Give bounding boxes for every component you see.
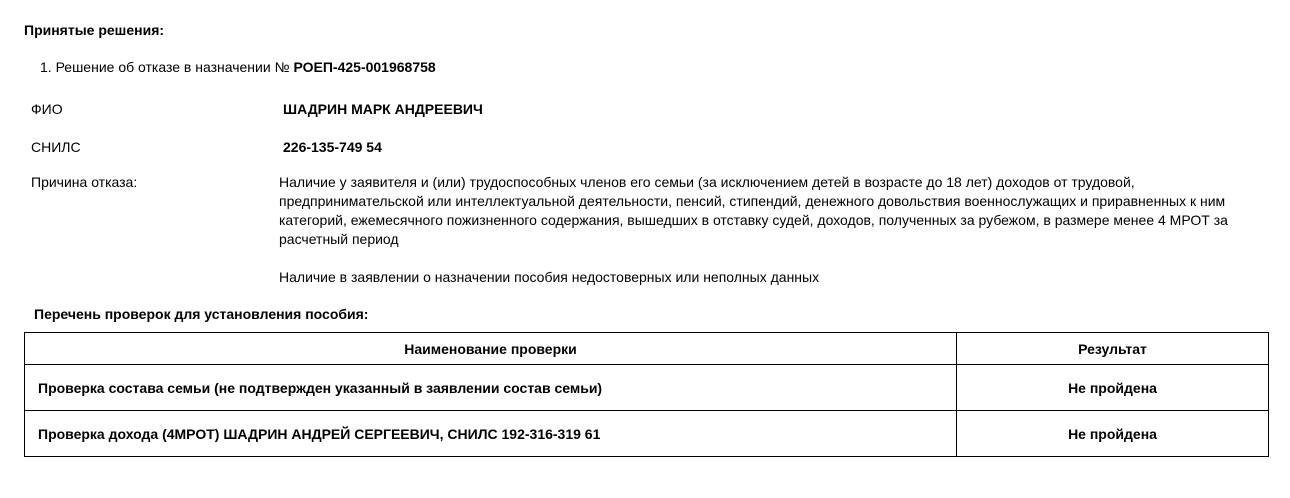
fio-label: ФИО: [31, 101, 63, 117]
snils-value: 226-135-749 54: [283, 139, 382, 155]
check-name-cell: Проверка состава семьи (не подтвержден указанный в заявлении состав семьи): [25, 365, 957, 411]
decision-prefix: 1. Решение об отказе в назначении №: [40, 59, 294, 75]
table-row: [25, 365, 1269, 411]
decision-number: РОЕП-425-001968758: [293, 59, 436, 75]
reason-label: Причина отказа:: [31, 174, 138, 190]
reason-text: Наличие в заявлении о назначении пособия недостоверных или неполных данных: [279, 269, 820, 285]
reason-text: Наличие у заявителя и (или) трудоспособных членов его семьи (за исключением детей в возрасте до 18 лет) доходов от трудовой, предпринимательской или интеллектуальной деятельности, пенсий, стипендий, денежного довольствия военнослужащих и приравненных к ним категорий, ежемесячного пожизненного содержания, вышедших в отставку судей, доходов, полученных за рубежом, в размере менее 4 МРОТ за расчетный период: [279, 174, 1228, 247]
check-name-cell: Проверка дохода (4МРОТ) ШАДРИН АНДРЕЙ СЕРГЕЕВИЧ, СНИЛС 192-316-319 61: [25, 411, 957, 457]
snils-label: СНИЛС: [31, 139, 81, 155]
decision-line: [40, 59, 436, 75]
section-title-decisions: Принятые решения:: [24, 22, 165, 38]
check-result-cell: Не пройдена: [957, 411, 1269, 457]
check-result-cell: Не пройдена: [957, 365, 1269, 411]
column-header-check-name: Наименование проверки: [25, 333, 957, 365]
checks-table: [24, 332, 1269, 457]
fio-value: ШАДРИН МАРК АНДРЕЕВИЧ: [283, 101, 483, 117]
column-header-result: Результат: [957, 333, 1269, 365]
table-row: [25, 411, 1269, 457]
section-title-checks: Перечень проверок для установления пособия:: [34, 306, 369, 322]
table-header-row: [25, 333, 1269, 365]
